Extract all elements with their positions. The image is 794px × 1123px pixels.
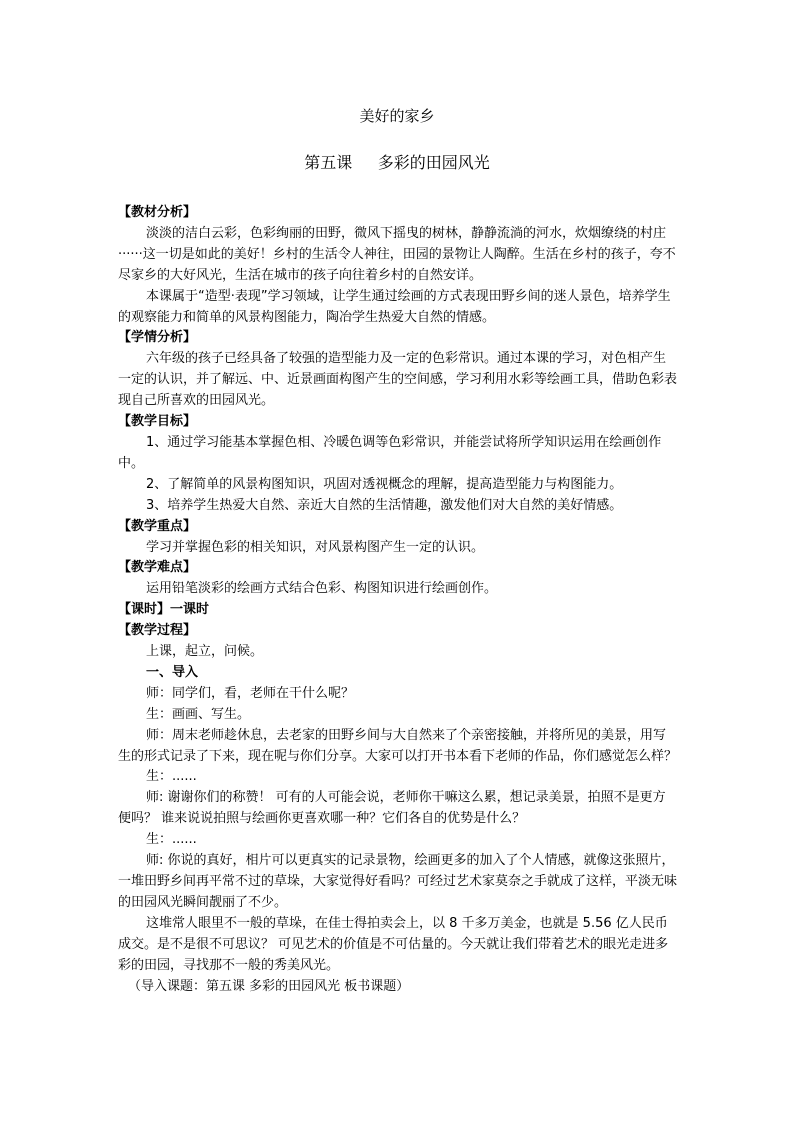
section-heading-key: 【教学重点】 [118,518,197,534]
process-line: 这堆常人眼里不一般的草垛，在佳士得拍卖会上，以 8 千多万美金，也就是 5.56 亿人民币成交。是不是很不可思议？ 可见艺术的价值是不可估量的。今天就让我们带着艺术的眼光走进多彩的田园，寻找那不一般的秀美风光。 [118,915,669,973]
lesson-title: 第五课 多彩的田园风光 [304,153,490,172]
paragraph: 运用铅笔淡彩的绘画方式结合色彩、构图知识进行绘画创作。 [146,581,498,597]
section-heading-student: 【学情分析】 [118,330,197,346]
process-line: 生：...... [146,832,197,848]
paragraph: 本课属于“造型·表现”学习领域，让学生通过绘画的方式表现田野乡间的迷人景色，培养学生的观察能力和简单的风景构图能力，陶冶学生热爱大自然的情感。 [118,288,671,325]
process-subheading: 一、导入 [146,664,199,680]
document-body [118,203,678,997]
goal-item: 3、培养学生热爱大自然、亲近大自然的生活情趣，激发他们对大自然的美好情感。 [146,497,623,513]
process-line: 生：...... [146,769,197,785]
paragraph: 六年级的孩子已经具备了较强的造型能力及一定的色彩常识。通过本课的学习，对色相产生一定的认识，并了解远、中、近景画面构图产生的空间感，学习利用水彩等绘画工具，借助色彩表现自己所喜欢的田园风光。 [118,351,678,409]
paragraph: 淡淡的洁白云彩，色彩绚丽的田野，微风下摇曳的树林，静静流淌的河水，炊烟缭绕的村庄······这一切是如此的美好！乡村的生活令人神往，田园的景物让人陶醉。生活在乡村的孩子，夸不尽家乡的大好风光，生活在城市的孩子向往着乡村的自然安详。 [118,225,676,283]
section-heading-difficulty: 【教学难点】 [118,560,197,576]
section-heading-analysis: 【教材分析】 [118,205,197,220]
section-heading-process: 【教学过程】 [118,623,197,639]
process-line: 师：同学们，看，老师在干什么呢？ [146,685,355,701]
process-line: （导入课题：第五课 多彩的田园风光 板书课题） [128,978,410,994]
section-heading-goals: 【教学目标】 [118,414,197,430]
process-line: 生：画画、写生。 [146,706,251,722]
process-line: 师：周末老师趁休息，去老家的田野乡间与大自然来了个亲密接触，并将所见的美景，用写生的形式记录了下来，现在呢与你们分享。大家可以打开书本看下老师的作品，你们感觉怎么样？ [118,727,678,764]
page-title: 美好的家乡 [359,107,435,125]
paragraph: 学习并掌握色彩的相关知识，对风景构图产生一定的认识。 [146,539,485,555]
process-line: 师: 你说的真好，相片可以更真实的记录景物，绘画更多的加入了个人情感，就像这张照片，一堆田野乡间再平常不过的草垛，大家觉得好看吗？可经过艺术家莫奈之手就成了这样，平淡无味的田园风光瞬间靓丽了不少。 [118,853,678,910]
goal-item: 1、通过学习能基本掌握色相、冷暖色调等色彩常识，并能尝试将所学知识运用在绘画创作中。 [118,434,662,471]
goal-item: 2、了解简单的风景构图知识，巩固对透视概念的理解，提高造型能力与构图能力。 [146,476,623,492]
process-line: 师: 谢谢你们的称赞！ 可有的人可能会说，老师你干嘛这么累，想记录美景，拍照不是更方便吗？ 谁来说说拍照与绘画你更喜欢哪一种？它们各自的优势是什么？ [118,790,666,827]
section-heading-hours: 【课时】一课时 [118,602,210,618]
process-line: 上课，起立，问候。 [146,644,264,660]
